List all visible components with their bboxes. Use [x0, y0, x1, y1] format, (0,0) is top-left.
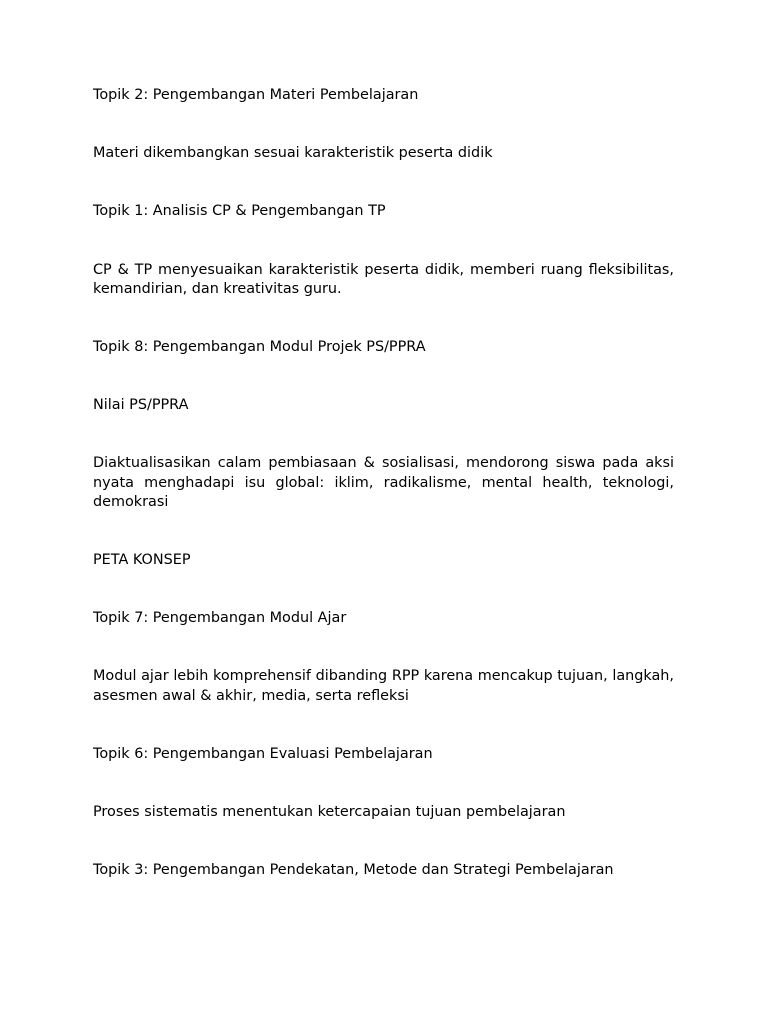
document-body — [93, 86, 674, 919]
heading-topik-2: Topik 2: Pengembangan Materi Pembelajaran — [93, 87, 419, 103]
heading-topik-7: Topik 7: Pengembangan Modul Ajar — [93, 610, 347, 627]
text-topik-1: CP & TP menyesuaikan karakteristik peserta didik, memberi ruang fleksibilitas, kemandirian, dan kreativitas guru. — [93, 261, 674, 297]
heading-topik-6: Topik 6: Pengembangan Evaluasi Pembelajaran — [93, 745, 433, 762]
text-topik-6: Proses sistematis menentukan ketercapaian tujuan pembelajaran — [93, 804, 566, 821]
text-topik-2: Materi dikembangkan sesuai karakteristik peserta didik — [93, 145, 493, 162]
text-topik-7: Modul ajar lebih komprehensif dibanding RPP karena mencakup tujuan, langkah, asesmen awal & akhir, media, serta refleksi — [93, 668, 674, 704]
heading-topik-1: Topik 1: Analisis CP & Pengembangan TP — [93, 203, 386, 220]
heading-peta-konsep: PETA KONSEP — [93, 552, 191, 569]
heading-topik-8: Topik 8: Pengembangan Modul Projek PS/PPRA — [93, 339, 426, 356]
text-topik-8: Diaktualisasikan calam pembiasaan & sosialisasi, mendorong siswa pada aksi nyata menghadapi isu global: iklim, radikalisme, mental health, teknologi, demokrasi — [93, 455, 674, 510]
subheading-nilai: Nilai PS/PPRA — [93, 397, 189, 414]
heading-topik-3: Topik 3: Pengembangan Pendekatan, Metode dan Strategi Pembelajaran — [93, 862, 614, 879]
